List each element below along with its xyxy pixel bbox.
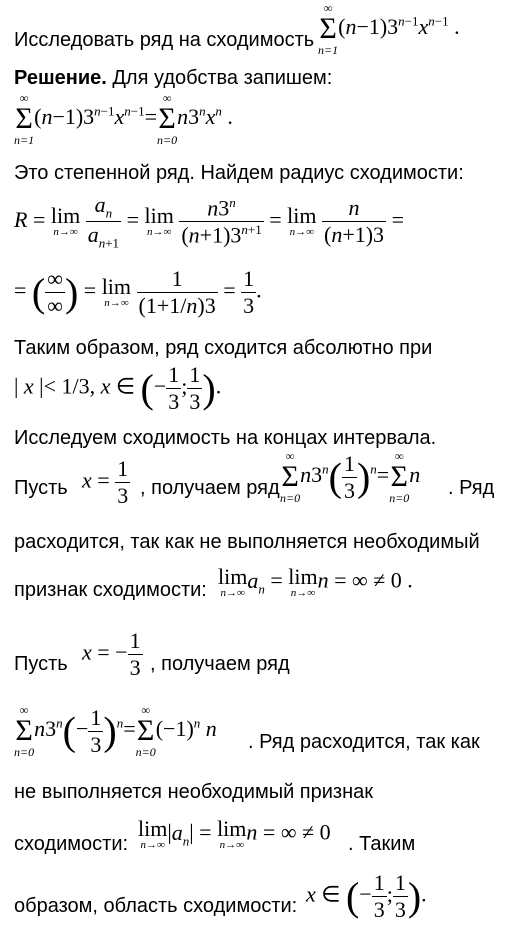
necessary-condition-text: признак сходимости: <box>14 579 207 601</box>
necessary-condition-text-2: не выполняется необходимый признак <box>14 781 374 803</box>
thus-text: . Таким <box>348 833 416 855</box>
series-at-positive: ∞ Σ n=0 n3$^n$( $\frac{1}{3}$ )$^n$= ∞ Σ n=0 n <box>280 449 421 505</box>
solution-label: Решение. <box>14 67 107 89</box>
limit-negative: lim n→∞ $|a_n|$ = lim n→∞ n = ∞ ≠ 0 <box>138 816 331 851</box>
diverges-text-1: расходится, так как не выполняется необходимый <box>14 531 480 553</box>
power-series-text: Это степенной ряд. Найдем радиус сходимости: <box>14 162 464 184</box>
solution-intro <box>14 66 332 90</box>
radius-result: = ( $\frac{\infty}{\infty}$ ) = lim n→∞ $\frac{1}{(1+1/n)3}$ = $\frac{1}{3}$ . <box>14 266 262 318</box>
interval-formula: | x |< 1/3, x ∈ (− $\frac{1}{3}$ ; $\frac{1}{3}$ ). <box>14 362 222 414</box>
case-negative-let: Пусть <box>14 653 68 675</box>
domain-text: образом, область сходимости: <box>14 895 298 917</box>
endpoints-text: Исследуем сходимость на концах интервала. <box>14 427 437 449</box>
radius-formula: R = lim n→∞ $\frac{a_n}{a_{n+1}}$ = lim n→∞ $\frac{n3^n}{(n+1)3^{n+1}}$ = lim n→∞ $\frac{n}{(n+1)3}$ = <box>14 192 404 251</box>
domain-interval: x ∈ (− $\frac{1}{3}$ ; $\frac{1}{3}$ ). <box>306 870 427 922</box>
solution-text: Для удобства запишем: <box>112 67 333 89</box>
abs-convergence-text: Таким образом, ряд сходится абсолютно при <box>14 337 433 359</box>
limit-positive: lim n→∞ $a_n$ = lim n→∞ n = ∞ ≠ 0 . <box>218 564 413 599</box>
case-positive-series: , получаем ряд <box>140 477 280 499</box>
series-rewrite: ∞ Σ n=1 $(n-1)3^{n-1}x^{n-1}=$ ∞ Σ n=0 $n3^nx^n$ . <box>14 91 233 147</box>
convergence-label: сходимости: <box>14 833 129 855</box>
problem-statement: Исследовать ряд на сходимость <box>14 29 315 51</box>
diverges-text-2: . Ряд расходится, так как <box>248 731 480 753</box>
x-equals-third: x = $\frac{1}{3}$ <box>82 456 129 508</box>
series-at-negative: ∞ Σ n=0 $n3^n(-$ $\frac{1}{3}$ )$^n$= ∞ Σ n=0 $(-1)^n$ n <box>14 703 217 759</box>
series-formula-1: ∞ Σ n=1 $(n-1)3^{n-1}x^{n-1}$ . <box>318 1 460 57</box>
case-negative-series: , получаем ряд <box>150 653 290 675</box>
case-positive-let: Пусть <box>14 477 68 499</box>
x-equals-minus-third: x = − $\frac{1}{3}$ <box>82 628 141 680</box>
case-positive-ryad: . Ряд <box>448 477 495 499</box>
